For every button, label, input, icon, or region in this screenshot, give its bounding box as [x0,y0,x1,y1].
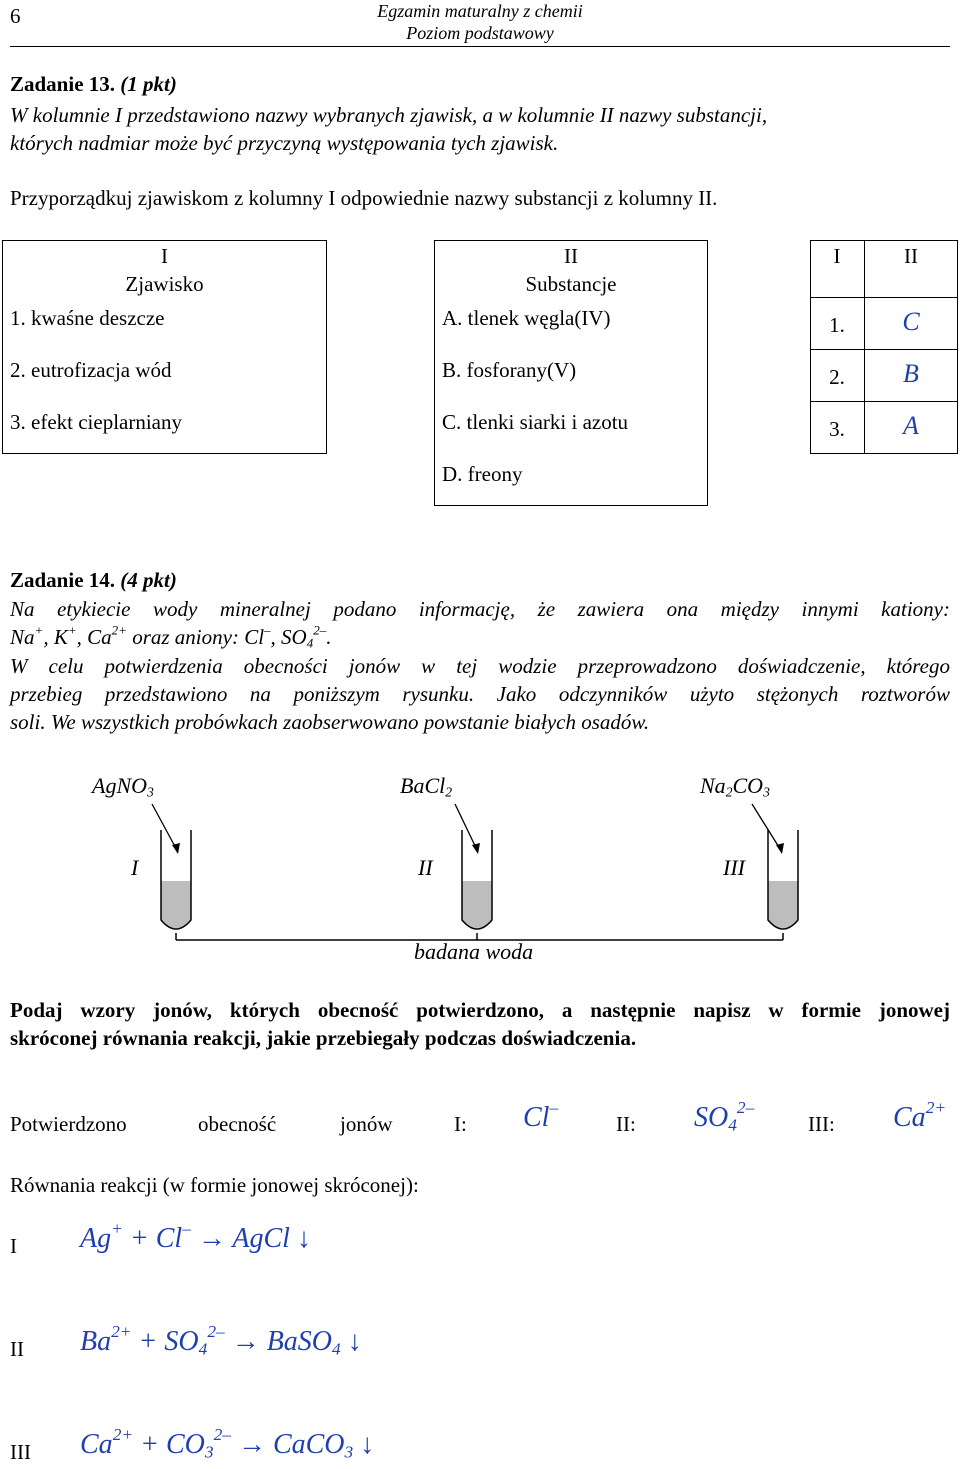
tube-3-label: III [723,855,745,880]
tube-1-label: I [131,855,139,880]
equation-label-II: II [10,1337,24,1361]
confirmed-ion-III: $Ca^{2+}$ [893,1097,947,1133]
reagent-agno3: AgNO$_3$ [92,773,154,800]
answer-head-II: II [904,244,918,268]
answer-row-value: A [903,411,919,440]
precipitate-arrow: ↓ [296,1223,311,1254]
header-divider [10,46,950,47]
task13-title: Zadanie 13. [10,72,116,96]
column-I-item-2: 2. eutrofizacja wód [10,358,172,382]
tube-2-liquid [462,881,492,921]
header-title-line2: Poziom podstawowy [406,23,554,43]
column-II-item-A: A. tlenek węgla(IV) [442,306,611,330]
header-title [0,0,960,44]
tube-1-liquid [161,881,191,921]
reagent-na2co3: $Na_2CO_3$ [700,773,770,800]
column-II-title: Substancje [525,272,617,296]
answer-row-value: C [902,307,920,336]
answer-row-num: 1. [829,313,845,337]
task13-points: (1 pkt) [120,72,177,96]
equation-III: $Ca^{2+} + CO_3^{2-}$ → CaCO$_3$ ↓ [80,1424,375,1462]
confirmed-word-3: jonów [340,1112,393,1136]
task13-intro-line2: których nadmiar może być przyczyną występowania tych zjawisk. [10,131,559,155]
column-I-item-3: 3. efekt cieplarniany [10,410,182,434]
column-II-item-C: C. tlenki siarki i azotu [442,410,629,434]
answer-row-value: B [903,359,919,388]
answer-grid-row-line [810,401,958,402]
equation-I: Ag+ + Cl– → AgCl ↓ [80,1218,311,1254]
task14-intro-line1: Na etykiecie wody mineralnej podano informację, że zawiera ona między innymi kationy: [10,597,950,621]
task14-points: (4 pkt) [120,568,177,592]
task13-intro-line1: W kolumnie I przedstawiono nazwy wybranych zjawisk, a w kolumnie II nazwy substancji, [10,103,768,127]
diagram-label: badana woda [414,939,534,964]
task14-ions-line: Na+, K+, $Ca^{2+}$ oraz aniony: Cl–, $SO_4^{2-}$. [10,622,332,651]
column-I-item-1: 1. kwaśne deszcze [10,306,165,330]
confirmed-word-2: obecność [198,1112,277,1136]
equation-label-I: I [10,1234,17,1258]
task14-heading [10,566,177,594]
precipitate-arrow: ↓ [347,1326,362,1357]
task14-instruction-line2: skróconej równania reakcji, jakie przebiegały podczas doświadczenia. [10,1026,637,1050]
answer-row-num: 2. [829,365,845,389]
page-number: 6 [10,4,21,28]
task14-instruction-line1: Podaj wzory jonów, których obecność potwierdzono, a następnie napisz w formie jonowej [10,998,950,1022]
answer-grid-header-line [810,297,958,298]
task13-heading [10,70,177,98]
task14-title: Zadanie 14. [10,568,116,592]
confirmed-ion-I: Cl– [523,1097,559,1133]
precipitate-arrow: ↓ [360,1429,375,1460]
column-I-title: Zjawisko [125,272,204,296]
confirmed-label-III: III: [808,1112,835,1136]
equation-II: $Ba^{2+} + SO_4^{2-}$ → BaSO$_4$ ↓ [80,1321,362,1359]
column-I-number: I [161,244,168,268]
task14-para-line1: W celu potwierdzenia obecności jonów w tej wodzie przeprowadzono doświadczenie, którego [10,654,950,678]
confirmed-label-II: II: [616,1112,636,1136]
answer-grid-row-line [810,349,958,350]
experiment-diagram [0,790,960,950]
task13-instruction: Przyporządkuj zjawiskom z kolumny I odpowiednie nazwy substancji z kolumny II. [10,186,718,210]
equation-label-III: III [10,1440,31,1464]
confirmed-label-I: I: [454,1112,467,1136]
arrow-head-1 [172,843,180,854]
column-II-item-B: B. fosforany(V) [442,358,577,382]
answer-row-num: 3. [829,417,845,441]
tube-2-label: II [418,855,433,880]
confirmed-word-1: Potwierdzono [10,1112,127,1136]
column-II-item-D: D. freony [442,462,523,486]
equations-title: Równania reakcji (w formie jonowej skróconej): [10,1173,419,1197]
task14-para-line3: soli. We wszystkich probówkach zaobserwowano powstanie białych osadów. [10,710,650,734]
reagent-bacl2: BaCl$_2$ [400,773,453,800]
task14-para-line2: przebieg przedstawiono na poniższym rysunku. Jako odczynników użyto stężonych roztworów [10,682,950,706]
confirmed-ion-II: $SO_4^{2-}$ [694,1097,755,1135]
column-II-number: II [564,244,578,268]
arrow-head-2 [472,843,480,854]
answer-head-I: I [833,244,841,268]
header-title-line1: Egzamin maturalny z chemii [377,1,583,21]
tube-3-liquid [768,881,798,921]
